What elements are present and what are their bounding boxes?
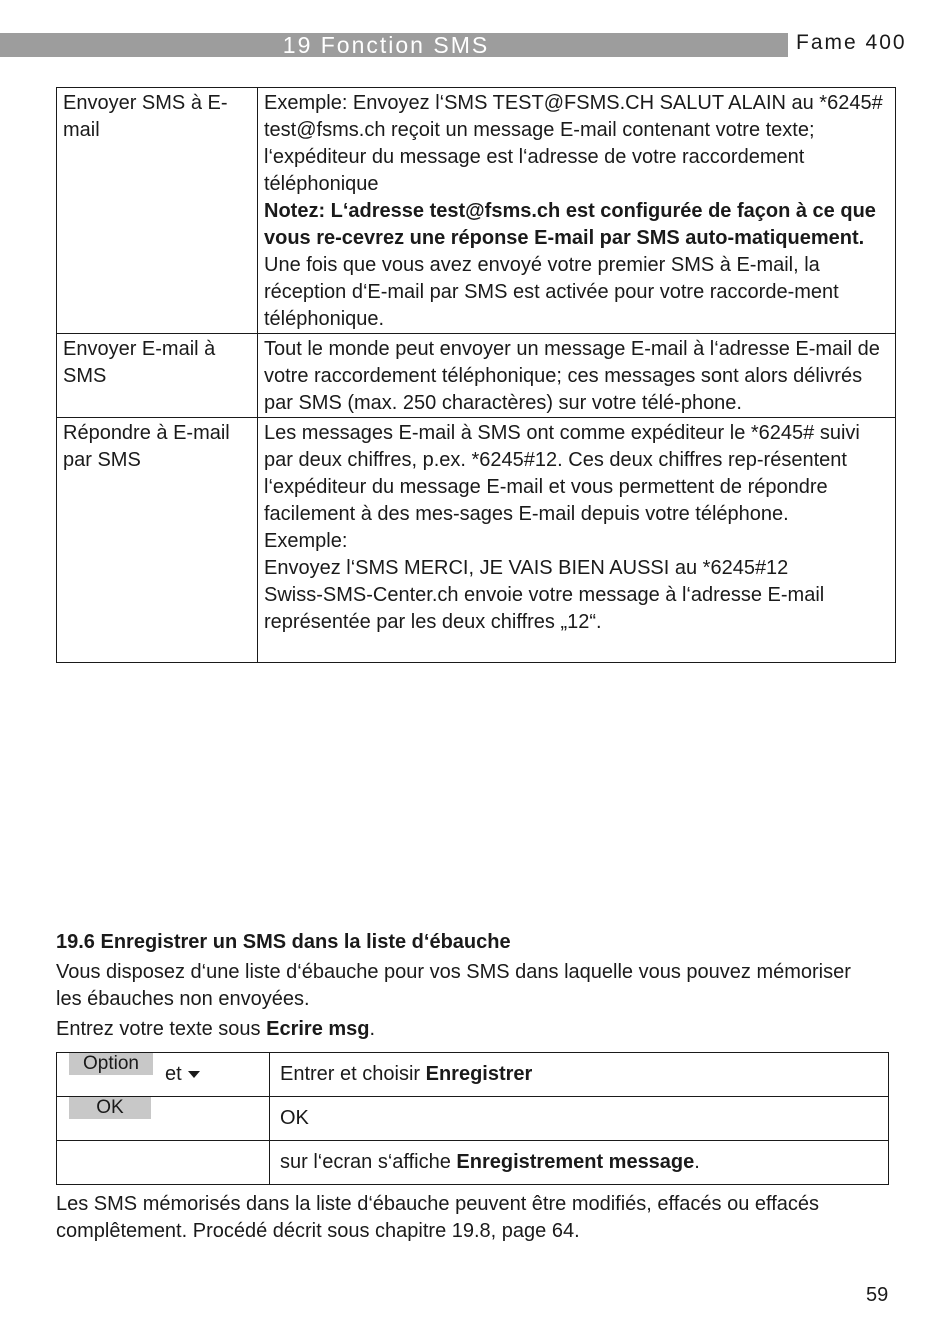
step-key-cell [57,1141,270,1185]
instruction-prefix: Entrez votre texte sous [56,1018,267,1040]
instruction-suffix: . [369,1018,376,1040]
row-label: Répondre à E-mail par SMS [57,418,258,663]
row-label: Envoyer E-mail à SMS [57,334,258,418]
description-line: Swiss-SMS-Center.ch envoie votre message à l‘adresse E-mail représentée par les deux chiffres „12“. [264,584,825,633]
section-title: 19.6 Enregistrer un SMS dans la liste d‘ébauche [56,931,511,953]
note-text: Notez: L‘adresse test@fsms.ch est configurée de façon à ce que vous re-cevrez une réponse E-mail par SMS auto-matiquement. [264,200,876,249]
step-text-bold: Enregistrement message [456,1151,695,1173]
step-row [57,1053,889,1097]
table-row [57,334,896,418]
example-line: Envoyez l‘SMS MERCI, JE VAIS BIEN AUSSI au *6245#12 [264,557,789,579]
sms-email-table [56,87,896,663]
step-text [270,1053,889,1097]
ok-key: OK [69,1097,151,1119]
table-row [57,88,896,334]
chapter-title: 19 Fonction SMS [282,32,490,58]
step-text-bold: Enregistrer [425,1063,533,1085]
steps-table [56,1052,889,1185]
step-text-prefix: sur l‘ecran s‘affiche [280,1151,457,1173]
row-label: Envoyer SMS à E-mail [57,88,258,334]
step-row [57,1141,889,1185]
description-line: Une fois que vous avez envoyé votre premier SMS à E-mail, la réception d‘E-mail par SMS est activée pour votre raccorde-ment téléphonique. [264,254,839,330]
step-row [57,1097,889,1141]
menu-name: Ecrire msg [266,1018,370,1040]
model-name: Fame 400 [796,31,907,54]
description-line: test@fsms.ch reçoit un message E-mail contenant votre texte; l‘expéditeur du message est l‘adresse de votre raccordement téléphonique [264,119,815,195]
example-label: Exemple: [264,530,348,552]
arrow-down-icon [188,1071,200,1078]
step-key-cell [57,1097,270,1141]
connector-text: et [165,1063,182,1085]
table-row [57,418,896,663]
step-text-suffix: . [694,1151,700,1173]
footer-paragraph: Les SMS mémorisés dans la liste d‘ébauche peuvent être modifiés, effacés ou effacés complêtement. Procédé décrit sous chapitre 19.8, page 64. [56,1193,820,1242]
description-line: Les messages E-mail à SMS ont comme expéditeur le *6245# suivi par deux chiffres, p.ex. *6245#12. Ces deux chiffres rep-résentent l‘expéditeur du message E-mail et vous permettent de répondre facilement à des mes-sages E-mail depuis votre téléphone. [264,422,860,525]
page-number: 59 [866,1284,889,1306]
step-key-cell [57,1053,270,1097]
option-key: Option [69,1053,153,1075]
row-description [258,418,896,663]
example-line: Exemple: Envoyez l‘SMS TEST@FSMS.CH SALUT ALAIN au *6245# [264,92,883,114]
section-intro: Vous disposez d‘une liste d‘ébauche pour vos SMS dans laquelle vous pouvez mémoriser les ébauches non envoyées. [56,961,851,1010]
row-description: Tout le monde peut envoyer un message E-mail à l‘adresse E-mail de votre raccordement téléphonique; ces messages sont alors délivrés par SMS (max. 250 charactères) sur votre télé-phone. [258,334,896,418]
step-text: OK [270,1097,889,1141]
row-description [258,88,896,334]
section-instruction [56,1016,375,1043]
step-text-prefix: Entrer et choisir [280,1063,426,1085]
step-text [270,1141,889,1185]
